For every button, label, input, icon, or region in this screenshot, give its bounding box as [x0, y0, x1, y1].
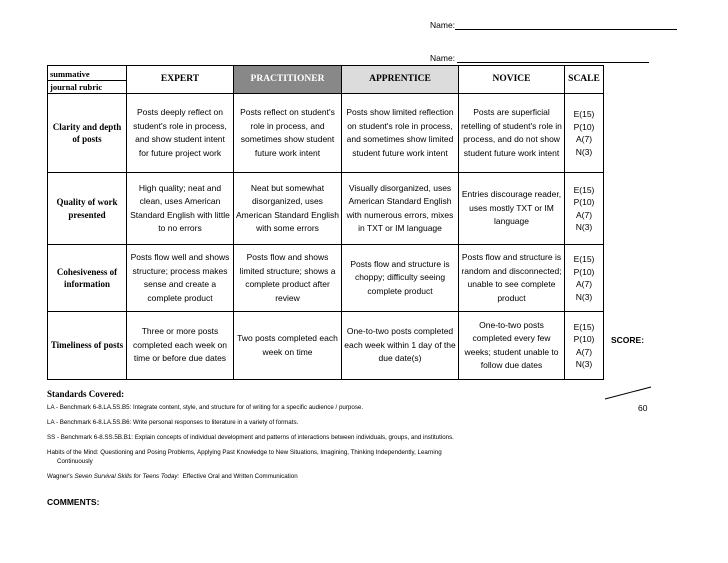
- score-total: 60: [638, 403, 648, 413]
- scale-value: A(7): [575, 209, 593, 220]
- wagner-skills: [47, 473, 607, 481]
- expert-cell: [127, 245, 234, 312]
- rubric-title: [48, 66, 127, 94]
- wagner-prefix: Wagner's: [47, 473, 75, 480]
- scale-value: P(10): [573, 197, 595, 207]
- scale-cell: [565, 173, 604, 245]
- wagner-book-title: Seven Survival Skills for Teens Today:: [74, 473, 180, 480]
- practitioner-cell: [234, 312, 342, 380]
- apprentice-cell: [342, 312, 459, 380]
- cell-text: High quality; neat and clean, uses American Standard English with little to no errors: [130, 182, 230, 233]
- rubric-row-timeliness: [48, 312, 604, 380]
- scale-value: A(7): [575, 279, 593, 289]
- header-apprentice: APPRENTICE: [342, 66, 459, 94]
- cell-text: Neat but somewhat disorganized, uses American Standard English with some errors: [236, 182, 340, 233]
- standard-la-b5: LA - Benchmark 6-8.LA.5S.B5: Integrate content, style, and structure for of writing for a specific audience / purpose.: [47, 404, 364, 411]
- cell-text: Posts are superficial retelling of student's role in process, and do not show student future work intent: [461, 107, 562, 158]
- scale-value: A(7): [575, 134, 593, 144]
- rubric-table: [47, 65, 604, 380]
- rubric-row-cohesiveness: [48, 245, 604, 312]
- header-expert: EXPERT: [127, 66, 234, 94]
- header-scale: SCALE: [565, 66, 604, 94]
- rubric-title-line: journal rubric: [50, 82, 103, 92]
- cell-text: Three or more posts completed each week on time or before due dates: [132, 326, 228, 364]
- standard-ss-b1: SS - Benchmark 6-8.SS.5B.B1: Explain concepts of individual development and patterns of interactions between individuals, groups, and institutions.: [47, 434, 454, 441]
- rubric-row-clarity: [48, 94, 604, 173]
- scale-value: E(15): [573, 321, 595, 332]
- scale-value: E(15): [573, 254, 595, 264]
- cell-text: Two posts completed each week on time: [237, 333, 338, 357]
- cell-text: One-to-two posts completed each week within 1 day of the due date(s): [344, 326, 456, 364]
- scale-cell: [565, 312, 604, 380]
- apprentice-cell: [342, 94, 459, 173]
- scale-value: N(3): [575, 291, 593, 302]
- name-field-1: [430, 20, 677, 30]
- name-blank: [457, 54, 649, 63]
- expert-cell: [127, 312, 234, 380]
- score-label: SCORE:: [611, 335, 645, 345]
- cell-text: Posts flow and shows limited structure; shows a complete product after review: [239, 252, 336, 303]
- habits-of-mind: Habits of the Mind: Questioning and Posing Problems, Applying Past Knowledge to New Situations, Imagining, Thinking Independently, Learning: [47, 449, 442, 456]
- header-practitioner: PRACTITIONER: [234, 66, 342, 94]
- cell-text: Posts reflect on student's role in process, and sometimes show student future work intent: [240, 107, 335, 158]
- rubric-header-row: [48, 66, 604, 94]
- criterion-cell: Quality of work presented: [48, 173, 127, 245]
- scale-value: N(3): [575, 359, 593, 369]
- cell-text: Entries discourage reader, uses mostly TXT or IM language: [461, 189, 562, 227]
- criterion-cell: Timeliness of posts: [48, 312, 127, 380]
- scale-value: N(3): [575, 222, 593, 232]
- rubric-row-quality: [48, 173, 604, 245]
- name-label: Name:: [430, 53, 456, 63]
- rubric-title-line: summative: [48, 68, 126, 81]
- comments-label: COMMENTS:: [47, 497, 100, 507]
- novice-cell: [459, 173, 565, 245]
- standards-title: Standards Covered:: [47, 389, 125, 399]
- cell-text: Posts deeply reflect on student's role in process, and show student intent for future project work: [133, 107, 227, 158]
- name-label: Name:: [430, 20, 456, 30]
- practitioner-cell: [234, 245, 342, 312]
- practitioner-cell: [234, 173, 342, 245]
- header-novice: NOVICE: [459, 66, 565, 94]
- cell-text: One-to-two posts completed every few weeks; student unable to follow due dates: [464, 319, 559, 370]
- apprentice-cell: [342, 173, 459, 245]
- cell-text: Posts flow and structure is choppy; difficulty seeing complete product: [350, 258, 450, 296]
- scale-value: P(10): [573, 266, 595, 277]
- scale-cell: [565, 94, 604, 173]
- scale-cell: [565, 245, 604, 312]
- habits-of-mind-continued: Continuously: [57, 458, 93, 465]
- novice-cell: [459, 94, 565, 173]
- standard-la-b6: LA - Benchmark 6-8.LA.5S.B6: Write personal responses to literature in a variety of formats.: [47, 419, 299, 426]
- novice-cell: [459, 312, 565, 380]
- name-blank: [455, 21, 677, 30]
- wagner-suffix: Effective Oral and Written Communication: [179, 473, 298, 480]
- cell-text: Posts flow well and shows structure; process makes sense and create a complete product: [130, 252, 230, 303]
- scale-value: P(10): [573, 334, 595, 344]
- criterion-cell: Clarity and depth of posts: [48, 94, 127, 173]
- scale-value: P(10): [573, 121, 595, 132]
- scale-value: N(3): [575, 146, 593, 157]
- cell-text: Posts show limited reflection on student's role in process, and sometimes show limited student future work intent: [346, 107, 454, 158]
- scale-value: A(7): [575, 346, 593, 357]
- criterion-cell: Cohesiveness of information: [48, 245, 127, 312]
- novice-cell: [459, 245, 565, 312]
- scale-value: E(15): [573, 184, 595, 195]
- cell-text: Visually disorganized, uses American Standard English with numerous errors, mixes in TXT or IM language: [346, 182, 454, 233]
- scale-value: E(15): [573, 109, 595, 119]
- expert-cell: [127, 94, 234, 173]
- name-field-2: [430, 53, 649, 63]
- apprentice-cell: [342, 245, 459, 312]
- standards-section: [47, 389, 607, 488]
- score-fraction-line: [604, 386, 652, 400]
- cell-text: Posts flow and structure is random and disconnected; unable to see complete product: [461, 252, 562, 303]
- expert-cell: [127, 173, 234, 245]
- practitioner-cell: [234, 94, 342, 173]
